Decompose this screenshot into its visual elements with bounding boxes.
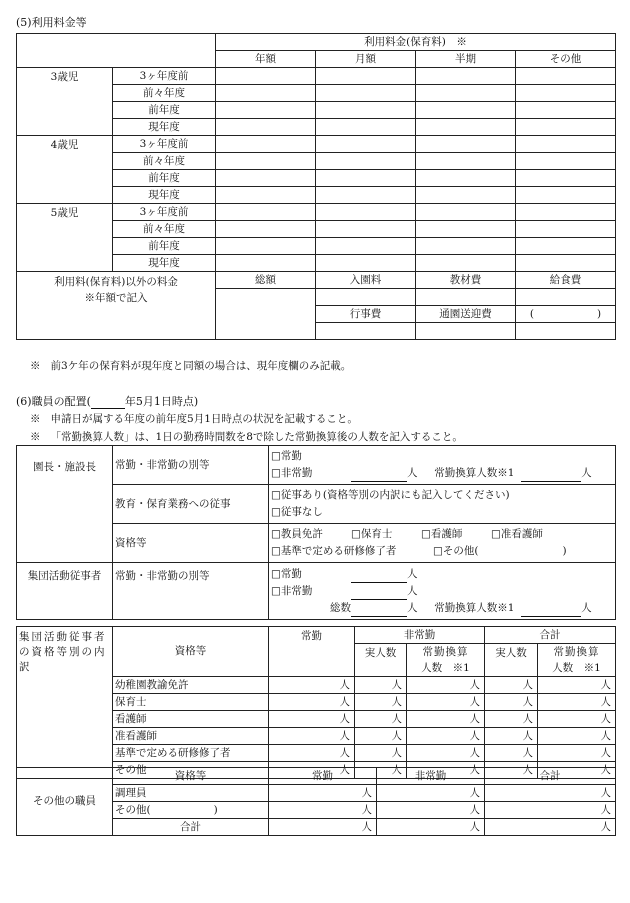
unit-nin: 人: [581, 467, 592, 479]
count-cell[interactable]: 人: [407, 711, 485, 728]
age-5: 5歳児: [17, 204, 113, 272]
footnote-mark: ※: [30, 360, 41, 372]
fee-input[interactable]: [316, 238, 416, 255]
note-mark: ※: [30, 413, 41, 425]
count-cell[interactable]: 人: [269, 745, 355, 762]
breakdown-jitsu-header: 実人数: [355, 644, 407, 677]
fee-input[interactable]: [216, 136, 316, 153]
director-hijoukin-check[interactable]: □非常勤: [271, 467, 313, 479]
other-row-label: 調理員: [113, 785, 269, 802]
group-label: 集団活動従事者: [17, 563, 113, 620]
breakdown-total-kanzan-header: 常勤換算: [538, 644, 616, 661]
group-total-count[interactable]: [351, 603, 407, 617]
year-row: 3ヶ年度前: [113, 68, 216, 85]
count-cell[interactable]: 人: [538, 745, 616, 762]
fee-input[interactable]: [416, 85, 516, 102]
count-cell[interactable]: 人: [485, 711, 538, 728]
other-fee-label-line2: ※年額で記入: [84, 292, 148, 304]
duty-yes-check[interactable]: □従事あり(資格等別の内訳にも記入してください): [271, 489, 510, 501]
group-status-cell: [269, 563, 616, 620]
fee-table: [16, 33, 616, 340]
year-row: 前年度: [113, 102, 216, 119]
fee-input[interactable]: [516, 289, 616, 306]
fee-input[interactable]: [316, 187, 416, 204]
unit-nin: 人: [407, 467, 418, 479]
section6-note-1: [30, 411, 358, 426]
fee-input[interactable]: [316, 170, 416, 187]
fee-input[interactable]: [316, 255, 416, 272]
count-cell[interactable]: 人: [355, 745, 407, 762]
count-cell[interactable]: 人: [538, 762, 616, 779]
fee-input[interactable]: [416, 119, 516, 136]
count-cell[interactable]: 人: [485, 762, 538, 779]
fee-input[interactable]: [216, 238, 316, 255]
count-cell[interactable]: 人: [485, 728, 538, 745]
fee-col-half: 半期: [416, 51, 516, 68]
year-row: 現年度: [113, 255, 216, 272]
unit-nin: 人: [407, 567, 418, 580]
year-row: 3ヶ年度前: [113, 136, 216, 153]
year-row: 前々年度: [113, 85, 216, 102]
fee-input[interactable]: [216, 170, 316, 187]
count-cell[interactable]: 人: [485, 745, 538, 762]
qual-training-check[interactable]: □基準で定める研修修了者: [271, 545, 397, 557]
fee-input[interactable]: [316, 102, 416, 119]
fee-input[interactable]: [416, 187, 516, 204]
count-cell[interactable]: 人: [407, 677, 485, 694]
breakdown-kanzan-header: 常勤換算: [407, 644, 485, 661]
count-cell[interactable]: 人: [407, 745, 485, 762]
fee-input[interactable]: [316, 323, 416, 340]
breakdown-row-label: 看護師: [113, 711, 269, 728]
director-duty-label: 教育・保育業務への従事: [113, 485, 269, 524]
group-joukin-count[interactable]: [351, 569, 407, 583]
fee-col-annual: 年額: [216, 51, 316, 68]
count-cell[interactable]: 人: [538, 711, 616, 728]
unit-nin: 人: [407, 584, 418, 597]
fee-input[interactable]: [416, 102, 516, 119]
breakdown-total-jitsu-header: 実人数: [485, 644, 538, 677]
fee-input[interactable]: [516, 170, 616, 187]
fee-input[interactable]: [516, 238, 616, 255]
other-fee-total-header: 総額: [216, 272, 316, 289]
fee-input[interactable]: [316, 119, 416, 136]
breakdown-row-label: 准看護師: [113, 728, 269, 745]
count-cell[interactable]: 人: [407, 694, 485, 711]
fee-input[interactable]: [516, 255, 616, 272]
year-row: 前々年度: [113, 153, 216, 170]
fee-input[interactable]: [216, 153, 316, 170]
breakdown-kanzan-header-2: 人数 ※1: [407, 660, 485, 677]
note-text: 申請日が属する年度の前年度5月1日時点の状況を記載すること。: [50, 413, 358, 425]
unit-nin: 人: [407, 601, 418, 614]
fee-input[interactable]: [416, 221, 516, 238]
count-cell[interactable]: 人: [407, 762, 485, 779]
note-text: 「常勤換算人数」は、1日の勤務時間数を8で除した常勤換算後の人数を記入すること。: [50, 431, 463, 443]
breakdown-row-label: その他: [113, 762, 269, 779]
count-cell[interactable]: 人: [538, 728, 616, 745]
count-cell[interactable]: 人: [355, 711, 407, 728]
count-cell[interactable]: 人: [355, 762, 407, 779]
count-cell[interactable]: 人: [377, 785, 485, 802]
group-status-label: 常勤・非常勤の別等: [113, 563, 269, 620]
other-fee-custom-header[interactable]: ( ): [516, 306, 616, 323]
fee-input[interactable]: [516, 323, 616, 340]
fee-input[interactable]: [416, 153, 516, 170]
count-cell[interactable]: 人: [269, 711, 355, 728]
count-cell[interactable]: 人: [269, 728, 355, 745]
year-row: 現年度: [113, 119, 216, 136]
staff-table: [16, 445, 616, 620]
count-cell[interactable]: 人: [377, 802, 485, 819]
note-mark: ※: [30, 431, 41, 443]
section5-title: (5)利用料金等: [16, 16, 87, 29]
other-fee-entrance-header: 入園料: [316, 272, 416, 289]
breakdown-total-kanzan-header-2: 人数 ※1: [538, 660, 616, 677]
fee-input[interactable]: [216, 221, 316, 238]
year-row: 前々年度: [113, 221, 216, 238]
group-kanzan-count[interactable]: [521, 603, 581, 617]
fee-input[interactable]: [316, 136, 416, 153]
breakdown-qual-header: 資格等: [113, 627, 269, 677]
fee-input[interactable]: [316, 204, 416, 221]
age-4: 4歳児: [17, 136, 113, 204]
other-joukin-header: 常勤: [269, 768, 377, 785]
qual-other-check[interactable]: □その他( ): [433, 545, 567, 557]
fee-blank-corner: [17, 34, 216, 68]
fee-input[interactable]: [416, 68, 516, 85]
fee-input[interactable]: [416, 323, 516, 340]
fee-input[interactable]: [316, 221, 416, 238]
fee-input[interactable]: [516, 102, 616, 119]
fee-input[interactable]: [416, 136, 516, 153]
count-cell[interactable]: 人: [269, 762, 355, 779]
director-qual-label: 資格等: [113, 524, 269, 563]
qual-hoikushi-check[interactable]: □保育士: [351, 528, 393, 540]
year-row: 3ヶ年度前: [113, 204, 216, 221]
other-staff-label: その他の職員: [17, 768, 113, 836]
section6-title: [16, 393, 198, 409]
fee-input[interactable]: [416, 289, 516, 306]
other-total-header: 合計: [485, 768, 616, 785]
count-cell[interactable]: 人: [269, 819, 377, 836]
fee-col-other: その他: [516, 51, 616, 68]
count-cell[interactable]: 人: [355, 677, 407, 694]
breakdown-label: 集団活動従事者の資格等別の内訳: [17, 627, 113, 779]
fee-input[interactable]: [316, 68, 416, 85]
section6-title-prefix: (6)職員の配置(: [16, 395, 91, 408]
fee-footnote: [30, 358, 351, 373]
other-qual-header: 資格等: [113, 768, 269, 785]
other-fee-label: [17, 272, 216, 340]
other-fee-label-line1: 利用料(保育料)以外の料金: [54, 276, 178, 288]
director-joukin-check[interactable]: □常勤: [271, 450, 302, 462]
other-row-label[interactable]: その他( ): [113, 802, 269, 819]
year-row: 現年度: [113, 187, 216, 204]
other-sum-label: 合計: [113, 819, 269, 836]
section6-note-2: [30, 429, 463, 444]
director-label: 園長・施設長: [17, 446, 113, 563]
other-fee-materials-header: 教材費: [416, 272, 516, 289]
other-hijoukin-header: 非常勤: [377, 768, 485, 785]
year-row: 前年度: [113, 238, 216, 255]
count-cell[interactable]: 人: [538, 677, 616, 694]
count-cell[interactable]: 人: [355, 694, 407, 711]
breakdown-row-label: 基準で定める研修修了者: [113, 745, 269, 762]
footnote-text: 前3ケ年の保育料が現年度と同額の場合は、現年度欄のみ記載。: [50, 360, 352, 372]
fee-input[interactable]: [216, 102, 316, 119]
group-total-label: 総数: [330, 601, 351, 614]
qual-nurse-check[interactable]: □看護師: [421, 528, 463, 540]
director-duty-cell: [269, 485, 616, 524]
fee-input[interactable]: [516, 187, 616, 204]
group-hijoukin-check[interactable]: □非常勤: [271, 584, 313, 597]
kanzan-label: 常勤換算人数※1: [434, 467, 515, 479]
unit-nin: 人: [581, 601, 592, 614]
age-3: 3歳児: [17, 68, 113, 136]
breakdown-table: [16, 626, 616, 779]
fee-input[interactable]: [516, 68, 616, 85]
breakdown-hijoukin-header: 非常勤: [355, 627, 485, 644]
count-cell[interactable]: 人: [485, 694, 538, 711]
other-fee-event-header: 行事費: [316, 306, 416, 323]
director-status-label: 常勤・非常勤の別等: [113, 446, 269, 485]
director-qual-cell: [269, 524, 616, 563]
fee-input[interactable]: [416, 255, 516, 272]
other-fee-bus-header: 通園送迎費: [416, 306, 516, 323]
breakdown-joukin-header: 常勤: [269, 627, 355, 677]
fee-col-monthly: 月額: [316, 51, 416, 68]
fee-input[interactable]: [516, 119, 616, 136]
other-fee-total-input[interactable]: [216, 289, 316, 340]
fee-input[interactable]: [316, 153, 416, 170]
fee-input[interactable]: [416, 204, 516, 221]
year-row: 前年度: [113, 170, 216, 187]
fee-input[interactable]: [416, 170, 516, 187]
count-cell[interactable]: 人: [538, 694, 616, 711]
fee-input[interactable]: [516, 153, 616, 170]
count-cell[interactable]: 人: [485, 819, 616, 836]
qual-teacher-check[interactable]: □教員免許: [271, 528, 323, 540]
fee-input[interactable]: [316, 85, 416, 102]
count-cell[interactable]: 人: [269, 785, 377, 802]
director-status-cell: [269, 446, 616, 485]
fee-header-main: 利用料金(保育料) ※: [216, 34, 616, 51]
fee-input[interactable]: [516, 221, 616, 238]
qual-assoc-nurse-check[interactable]: □准看護師: [491, 528, 543, 540]
section6-title-suffix: 年5月1日時点): [124, 395, 199, 408]
breakdown-row-label: 保育士: [113, 694, 269, 711]
fee-input[interactable]: [316, 289, 416, 306]
count-cell[interactable]: 人: [485, 802, 616, 819]
fee-input[interactable]: [516, 204, 616, 221]
count-cell[interactable]: 人: [485, 785, 616, 802]
count-cell[interactable]: 人: [355, 728, 407, 745]
other-staff-table: [16, 767, 616, 836]
fee-input[interactable]: [216, 204, 316, 221]
count-cell[interactable]: 人: [269, 677, 355, 694]
count-cell[interactable]: 人: [269, 694, 355, 711]
group-joukin-check[interactable]: □常勤: [271, 567, 302, 580]
breakdown-total-header: 合計: [485, 627, 616, 644]
count-cell[interactable]: 人: [377, 819, 485, 836]
director-hijoukin-count[interactable]: [351, 468, 407, 482]
kanzan-label: 常勤換算人数※1: [434, 601, 515, 614]
fee-input[interactable]: [216, 187, 316, 204]
count-cell[interactable]: 人: [407, 728, 485, 745]
count-cell[interactable]: 人: [485, 677, 538, 694]
fee-input[interactable]: [216, 119, 316, 136]
group-hijoukin-count[interactable]: [351, 586, 407, 600]
fee-input[interactable]: [216, 255, 316, 272]
fee-input[interactable]: [216, 68, 316, 85]
fee-input[interactable]: [216, 85, 316, 102]
other-fee-meal-header: 給食費: [516, 272, 616, 289]
director-kanzan-count[interactable]: [521, 468, 581, 482]
duty-no-check[interactable]: □従事なし: [271, 506, 323, 518]
fee-input[interactable]: [416, 238, 516, 255]
fee-input[interactable]: [516, 85, 616, 102]
count-cell[interactable]: 人: [269, 802, 377, 819]
fee-input[interactable]: [516, 136, 616, 153]
breakdown-row-label: 幼稚園教諭免許: [113, 677, 269, 694]
year-input[interactable]: [91, 395, 125, 409]
